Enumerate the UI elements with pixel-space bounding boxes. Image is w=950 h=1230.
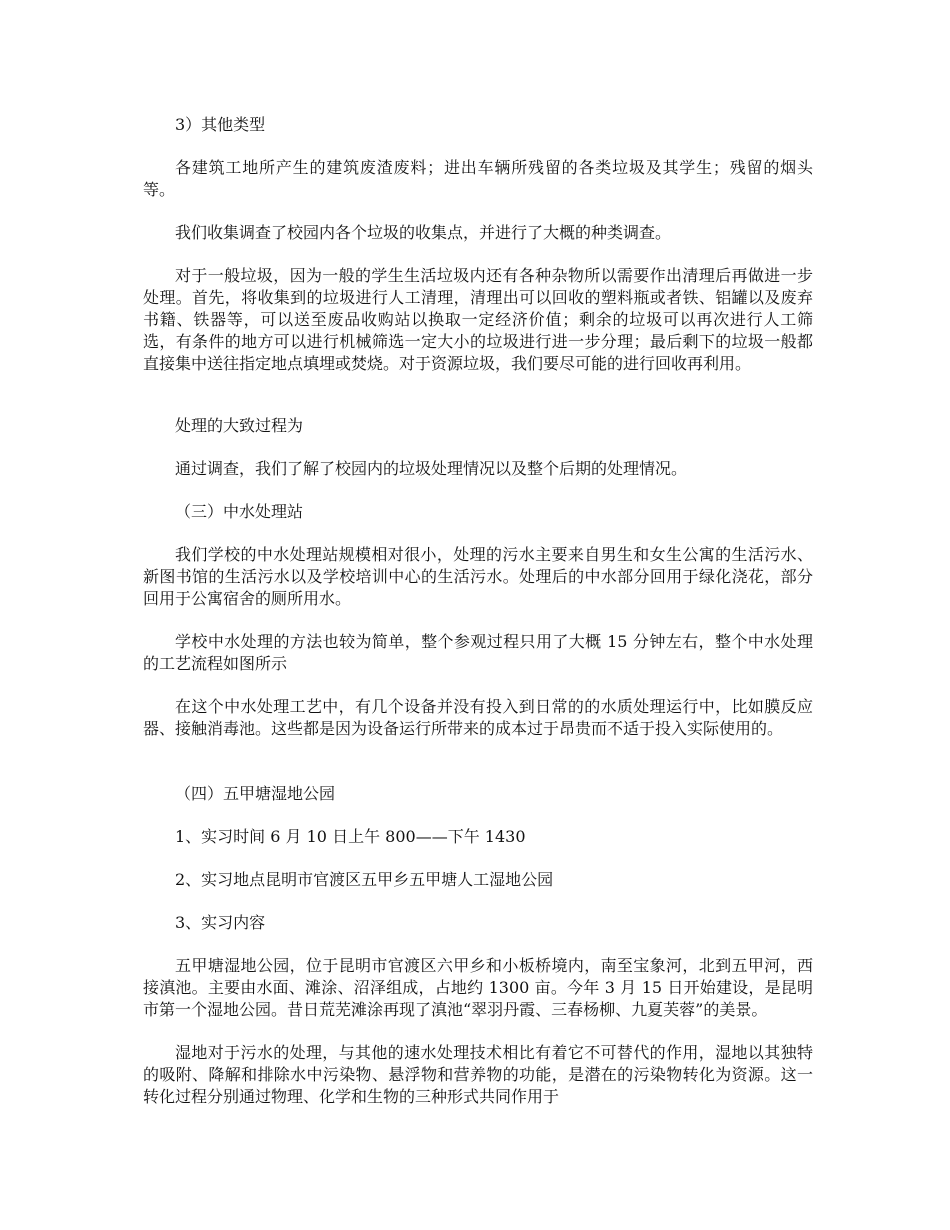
list-item-practice-content: 3、实习内容 [175,913,266,932]
paragraph-construction-waste: 各建筑工地所产生的建筑废渣废料；进出车辆所残留的各类垃圾及其学生；残留的烟头等。 [143,158,813,199]
paragraph-unused-equipment: 在这个中水处理工艺中，有几个设备并没有投入到日常的的水质处理运行中，比如膜反应器、接触消毒池。这些都是因为设备运行所带来的成本过于昂贵而不适于投入实际使用的。 [143,697,813,738]
paragraph-survey-result: 通过调查，我们了解了校园内的垃圾处理情况以及整个后期的处理情况。 [175,459,688,478]
paragraph-wetland-treatment: 湿地对于污水的处理，与其他的速水处理技术相比有着它不可替代的作用，湿地以其独特的吸附、降解和排除水中污染物、悬浮物和营养物的功能，是潜在的污染物转化为资源。这一转化过程分别通过物理、化学和生物的三种形式共同作用于 [143,1043,813,1106]
paragraph-reclaimed-water-station: 我们学校的中水处理站规模相对很小，处理的污水主要来自男生和女生公寓的生活污水、新图书馆的生活污水以及学校培训中心的生活污水。处理后的中水部分回用于绿化浇花，部分回用于公寓宿舍的厕所用水。 [143,545,813,608]
section-heading-other-types: 3）其他类型 [175,115,266,134]
paragraph-general-waste: 对于一般垃圾，因为一般的学生生活垃圾内还有各种杂物所以需要作出清理后再做进一步处理。首先，将收集到的垃圾进行人工清理，清理出可以回收的塑料瓶或者铁、铝罐以及废弃书籍、铁器等，可以送至废品收购站以换取一定经济价值；剩余的垃圾可以再次进行人工筛选，有条件的地方可以进行机械筛选一定大小的垃圾进行进一步分理；最后剩下的垃圾一般都直接集中送往指定地点填埋或焚烧。对于资源垃圾，我们要尽可能的进行回收再利用。 [143,266,813,373]
section-heading-wetland-park: （四）五甲塘湿地公园 [175,784,336,803]
list-item-practice-time: 1、实习时间 6 月 10 日上午 800——下午 1430 [175,827,526,846]
section-heading-reclaimed-water: （三）中水处理站 [175,502,304,521]
paragraph-treatment-method: 学校中水处理的方法也较为简单，整个参观过程只用了大概 15 分钟左右，整个中水处理的工艺流程如图所示 [143,632,813,673]
list-item-practice-location: 2、实习地点昆明市官渡区五甲乡五甲塘人工湿地公园 [175,870,554,889]
paragraph-wetland-park-description: 五甲塘湿地公园，位于昆明市官渡区六甲乡和小板桥境内，南至宝象河，北到五甲河，西接滇池。主要由水面、滩涂、沼泽组成，占地约 1300 亩。今年 3 月 15 日开始建设，是昆明市第一个湿地公园。昔日荒芜滩涂再现了滇池“翠羽丹霞、三春杨柳、九夏芙蓉”的美景。 [143,956,813,1019]
paragraph-process-intro: 处理的大致过程为 [175,416,304,435]
paragraph-collection-survey: 我们收集调查了校园内各个垃圾的收集点，并进行了大概的种类调查。 [175,223,672,242]
